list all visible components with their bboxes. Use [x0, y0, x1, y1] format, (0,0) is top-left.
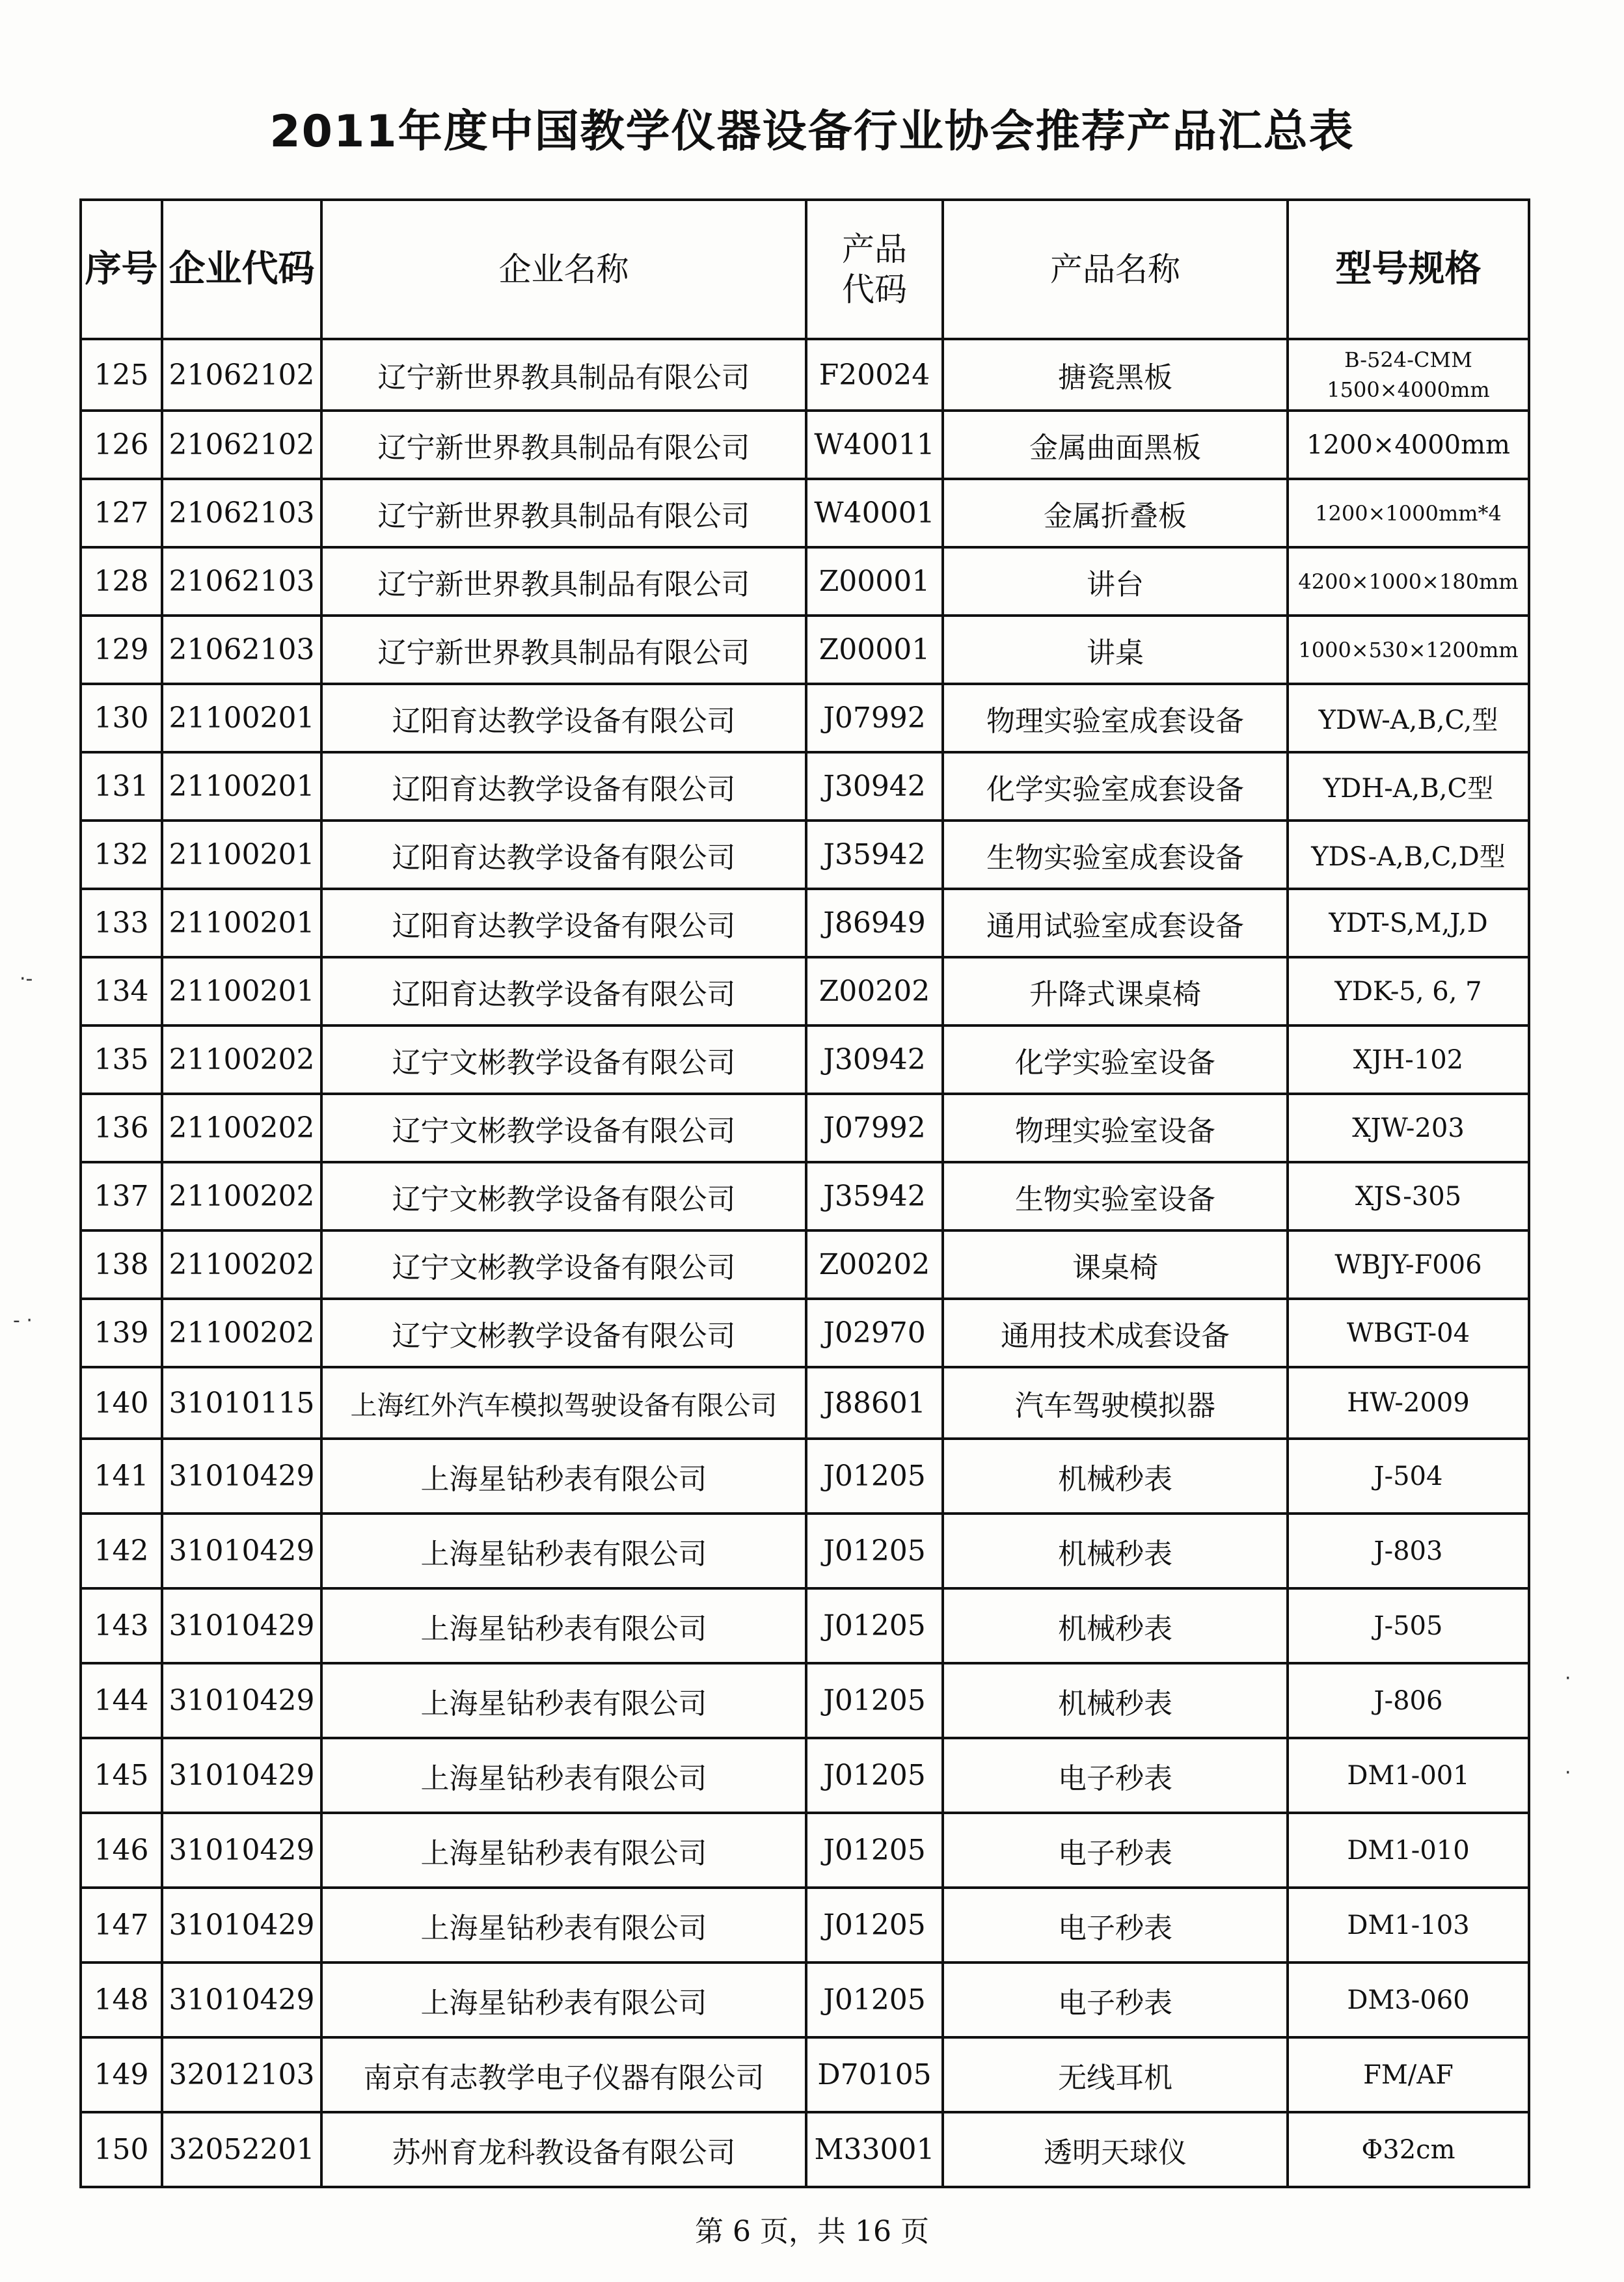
table-row — [81, 821, 1529, 889]
header-seq: 序号 — [81, 200, 162, 339]
cell-model: YDW-A,B,C,型 — [1288, 684, 1529, 752]
cell-product-code: M33001 — [806, 2112, 943, 2187]
table-row — [81, 752, 1529, 821]
cell-product-name: 透明天球仪 — [943, 2112, 1288, 2187]
cell-model: Φ32cm — [1288, 2112, 1529, 2187]
cell-company-name: 上海星钻秒表有限公司 — [321, 1888, 806, 1963]
cell-company-name: 上海星钻秒表有限公司 — [321, 1514, 806, 1588]
cell-company-name: 辽阳育达教学设备有限公司 — [321, 684, 806, 752]
cell-company-code: 31010429 — [162, 1738, 321, 1813]
cell-seq: 145 — [81, 1738, 162, 1813]
cell-company-code: 21100201 — [162, 684, 321, 752]
cell-product-code: J01205 — [806, 1813, 943, 1888]
cell-product-name: 讲台 — [943, 547, 1288, 616]
cell-product-code: J30942 — [806, 752, 943, 821]
cell-company-code: 31010429 — [162, 1963, 321, 2037]
cell-product-name: 升降式课桌椅 — [943, 957, 1288, 1026]
cell-company-code: 21062102 — [162, 411, 321, 479]
cell-seq: 132 — [81, 821, 162, 889]
table-row — [81, 1439, 1529, 1514]
cell-company-code: 31010115 — [162, 1367, 321, 1439]
header-product-code — [806, 200, 943, 339]
table-row — [81, 1162, 1529, 1230]
cell-company-name: 上海星钻秒表有限公司 — [321, 1738, 806, 1813]
cell-model: J-505 — [1288, 1588, 1529, 1663]
cell-seq: 148 — [81, 1963, 162, 2037]
cell-model: FM/AF — [1288, 2037, 1529, 2112]
cell-product-name: 物理实验室设备 — [943, 1094, 1288, 1162]
cell-product-name: 物理实验室成套设备 — [943, 684, 1288, 752]
cell-product-code: Z00202 — [806, 957, 943, 1026]
table-row — [81, 479, 1529, 547]
cell-product-name: 机械秒表 — [943, 1663, 1288, 1738]
cell-company-code: 21100202 — [162, 1299, 321, 1367]
cell-model: 4200×1000×180mm — [1288, 547, 1529, 616]
cell-model: WBJY-F006 — [1288, 1230, 1529, 1299]
table-row — [81, 1299, 1529, 1367]
cell-seq: 141 — [81, 1439, 162, 1514]
cell-seq: 128 — [81, 547, 162, 616]
cell-company-code: 21062102 — [162, 339, 321, 411]
table-row — [81, 1514, 1529, 1588]
cell-seq: 126 — [81, 411, 162, 479]
cell-product-code: Z00001 — [806, 616, 943, 684]
cell-company-code: 21100202 — [162, 1162, 321, 1230]
cell-product-name: 金属折叠板 — [943, 479, 1288, 547]
header-product-name: 产品名称 — [943, 200, 1288, 339]
cell-company-name: 辽宁文彬教学设备有限公司 — [321, 1162, 806, 1230]
cell-company-code: 31010429 — [162, 1888, 321, 1963]
cell-model: DM1-001 — [1288, 1738, 1529, 1813]
cell-company-code: 31010429 — [162, 1588, 321, 1663]
cell-seq: 129 — [81, 616, 162, 684]
cell-company-code: 31010429 — [162, 1439, 321, 1514]
cell-company-code: 21062103 — [162, 479, 321, 547]
cell-seq: 133 — [81, 889, 162, 957]
table-row — [81, 411, 1529, 479]
table-row — [81, 2037, 1529, 2112]
cell-company-name: 辽阳育达教学设备有限公司 — [321, 752, 806, 821]
cell-seq: 146 — [81, 1813, 162, 1888]
cell-product-code: J88601 — [806, 1367, 943, 1439]
cell-product-name: 讲桌 — [943, 616, 1288, 684]
cell-company-name: 辽宁新世界教具制品有限公司 — [321, 339, 806, 411]
cell-company-name: 上海星钻秒表有限公司 — [321, 1439, 806, 1514]
cell-company-name: 辽宁文彬教学设备有限公司 — [321, 1299, 806, 1367]
cell-company-name: 辽宁新世界教具制品有限公司 — [321, 616, 806, 684]
cell-company-name: 辽宁文彬教学设备有限公司 — [321, 1026, 806, 1094]
cell-company-code: 21062103 — [162, 616, 321, 684]
cell-model: 1200×4000mm — [1288, 411, 1529, 479]
cell-product-name: 机械秒表 — [943, 1514, 1288, 1588]
scan-mark: · — [1565, 1667, 1571, 1690]
table-row — [81, 1588, 1529, 1663]
table-header-row — [81, 200, 1529, 339]
cell-company-name: 辽宁新世界教具制品有限公司 — [321, 411, 806, 479]
scan-mark: - · — [13, 1309, 33, 1332]
cell-company-code: 31010429 — [162, 1813, 321, 1888]
cell-seq: 143 — [81, 1588, 162, 1663]
cell-product-code: W40001 — [806, 479, 943, 547]
table-row — [81, 2112, 1529, 2187]
cell-product-code: J86949 — [806, 889, 943, 957]
cell-product-name: 机械秒表 — [943, 1588, 1288, 1663]
cell-product-code: J01205 — [806, 1663, 943, 1738]
cell-seq: 135 — [81, 1026, 162, 1094]
page-title: 2011年度中国教学仪器设备行业协会推荐产品汇总表 — [269, 106, 1355, 157]
cell-model: J-504 — [1288, 1439, 1529, 1514]
cell-product-name: 生物实验室设备 — [943, 1162, 1288, 1230]
table-row — [81, 339, 1529, 411]
cell-seq: 136 — [81, 1094, 162, 1162]
table-row — [81, 684, 1529, 752]
cell-company-code: 32052201 — [162, 2112, 321, 2187]
cell-product-code: J01205 — [806, 1738, 943, 1813]
cell-company-name: 南京有志教学电子仪器有限公司 — [321, 2037, 806, 2112]
cell-seq: 130 — [81, 684, 162, 752]
cell-company-code: 31010429 — [162, 1663, 321, 1738]
cell-company-name: 上海星钻秒表有限公司 — [321, 1663, 806, 1738]
cell-model: DM3-060 — [1288, 1963, 1529, 2037]
cell-product-name: 搪瓷黑板 — [943, 339, 1288, 411]
cell-product-name: 机械秒表 — [943, 1439, 1288, 1514]
cell-model: WBGT-04 — [1288, 1299, 1529, 1367]
scan-mark: ·- — [20, 968, 33, 990]
table-row — [81, 616, 1529, 684]
cell-company-name: 辽宁新世界教具制品有限公司 — [321, 479, 806, 547]
cell-company-code: 21100201 — [162, 889, 321, 957]
cell-seq: 125 — [81, 339, 162, 411]
cell-product-code: J01205 — [806, 1888, 943, 1963]
cell-company-code: 21100201 — [162, 752, 321, 821]
scan-mark: · — [1565, 1761, 1571, 1784]
cell-model: J-803 — [1288, 1514, 1529, 1588]
cell-seq: 140 — [81, 1367, 162, 1439]
cell-company-name: 辽宁文彬教学设备有限公司 — [321, 1094, 806, 1162]
header-product-code-text: 产品代码 — [842, 230, 907, 308]
cell-product-code: J01205 — [806, 1514, 943, 1588]
product-table — [79, 198, 1530, 2188]
cell-model: DM1-010 — [1288, 1813, 1529, 1888]
cell-product-name: 电子秒表 — [943, 1738, 1288, 1813]
cell-product-code: J07992 — [806, 1094, 943, 1162]
cell-seq: 134 — [81, 957, 162, 1026]
cell-company-name: 辽阳育达教学设备有限公司 — [321, 821, 806, 889]
cell-company-code: 32012103 — [162, 2037, 321, 2112]
cell-product-name: 汽车驾驶模拟器 — [943, 1367, 1288, 1439]
cell-company-code: 21062103 — [162, 547, 321, 616]
cell-product-name: 电子秒表 — [943, 1813, 1288, 1888]
cell-product-code: W40011 — [806, 411, 943, 479]
cell-company-name: 辽阳育达教学设备有限公司 — [321, 889, 806, 957]
cell-product-name: 课桌椅 — [943, 1230, 1288, 1299]
cell-product-code: J07992 — [806, 684, 943, 752]
table-row — [81, 957, 1529, 1026]
cell-company-code: 21100202 — [162, 1026, 321, 1094]
cell-model: YDH-A,B,C型 — [1288, 752, 1529, 821]
cell-seq: 149 — [81, 2037, 162, 2112]
cell-company-code: 31010429 — [162, 1514, 321, 1588]
cell-model: B-524-CMM 1500×4000mm — [1288, 339, 1529, 411]
cell-seq: 127 — [81, 479, 162, 547]
cell-product-code: J01205 — [806, 1588, 943, 1663]
cell-model: 1200×1000mm*4 — [1288, 479, 1529, 547]
cell-product-code: J30942 — [806, 1026, 943, 1094]
cell-product-name: 无线耳机 — [943, 2037, 1288, 2112]
table-row — [81, 1963, 1529, 2037]
cell-seq: 147 — [81, 1888, 162, 1963]
cell-company-code: 21100201 — [162, 957, 321, 1026]
table-row — [81, 1094, 1529, 1162]
cell-company-name: 苏州育龙科教设备有限公司 — [321, 2112, 806, 2187]
cell-product-code: Z00001 — [806, 547, 943, 616]
cell-product-name: 通用技术成套设备 — [943, 1299, 1288, 1367]
cell-product-name: 化学实验室设备 — [943, 1026, 1288, 1094]
cell-seq: 137 — [81, 1162, 162, 1230]
cell-model: HW-2009 — [1288, 1367, 1529, 1439]
cell-product-code: J01205 — [806, 1439, 943, 1514]
cell-model: YDK-5, 6, 7 — [1288, 957, 1529, 1026]
cell-company-name: 上海红外汽车模拟驾驶设备有限公司 — [321, 1367, 806, 1439]
cell-product-name: 通用试验室成套设备 — [943, 889, 1288, 957]
cell-product-code: J35942 — [806, 1162, 943, 1230]
table-row — [81, 547, 1529, 616]
cell-product-name: 生物实验室成套设备 — [943, 821, 1288, 889]
table-row — [81, 1738, 1529, 1813]
cell-seq: 144 — [81, 1663, 162, 1738]
table-row — [81, 1230, 1529, 1299]
cell-product-code: J35942 — [806, 821, 943, 889]
cell-seq: 150 — [81, 2112, 162, 2187]
cell-model: YDT-S,M,J,D — [1288, 889, 1529, 957]
table-row — [81, 1367, 1529, 1439]
cell-product-name: 电子秒表 — [943, 1888, 1288, 1963]
cell-product-code: J02970 — [806, 1299, 943, 1367]
cell-company-name: 上海星钻秒表有限公司 — [321, 1963, 806, 2037]
cell-seq: 142 — [81, 1514, 162, 1588]
cell-company-name: 辽宁文彬教学设备有限公司 — [321, 1230, 806, 1299]
cell-company-code: 21100202 — [162, 1094, 321, 1162]
table-row — [81, 1813, 1529, 1888]
table-row — [81, 1663, 1529, 1738]
cell-company-name: 上海星钻秒表有限公司 — [321, 1813, 806, 1888]
table-row — [81, 1026, 1529, 1094]
cell-model: DM1-103 — [1288, 1888, 1529, 1963]
cell-product-code: J01205 — [806, 1963, 943, 2037]
cell-product-code: D70105 — [806, 2037, 943, 2112]
cell-company-code: 21100202 — [162, 1230, 321, 1299]
cell-seq: 131 — [81, 752, 162, 821]
cell-model: J-806 — [1288, 1663, 1529, 1738]
header-model: 型号规格 — [1288, 200, 1529, 339]
cell-model: YDS-A,B,C,D型 — [1288, 821, 1529, 889]
cell-company-name: 上海星钻秒表有限公司 — [321, 1588, 806, 1663]
cell-company-code: 21100201 — [162, 821, 321, 889]
cell-product-name: 化学实验室成套设备 — [943, 752, 1288, 821]
page-footer: 第 6 页，共 16 页 — [695, 2215, 929, 2248]
cell-model: 1000×530×1200mm — [1288, 616, 1529, 684]
cell-product-name: 金属曲面黑板 — [943, 411, 1288, 479]
cell-model: XJS-305 — [1288, 1162, 1529, 1230]
cell-model: XJW-203 — [1288, 1094, 1529, 1162]
cell-product-code: F20024 — [806, 339, 943, 411]
cell-seq: 139 — [81, 1299, 162, 1367]
cell-company-name: 辽阳育达教学设备有限公司 — [321, 957, 806, 1026]
cell-product-name: 电子秒表 — [943, 1963, 1288, 2037]
table-body — [81, 339, 1529, 2187]
table-row — [81, 889, 1529, 957]
cell-model: XJH-102 — [1288, 1026, 1529, 1094]
cell-seq: 138 — [81, 1230, 162, 1299]
header-company-name: 企业名称 — [321, 200, 806, 339]
header-company-code: 企业代码 — [162, 200, 321, 339]
cell-product-code: Z00202 — [806, 1230, 943, 1299]
table-row — [81, 1888, 1529, 1963]
cell-company-name: 辽宁新世界教具制品有限公司 — [321, 547, 806, 616]
